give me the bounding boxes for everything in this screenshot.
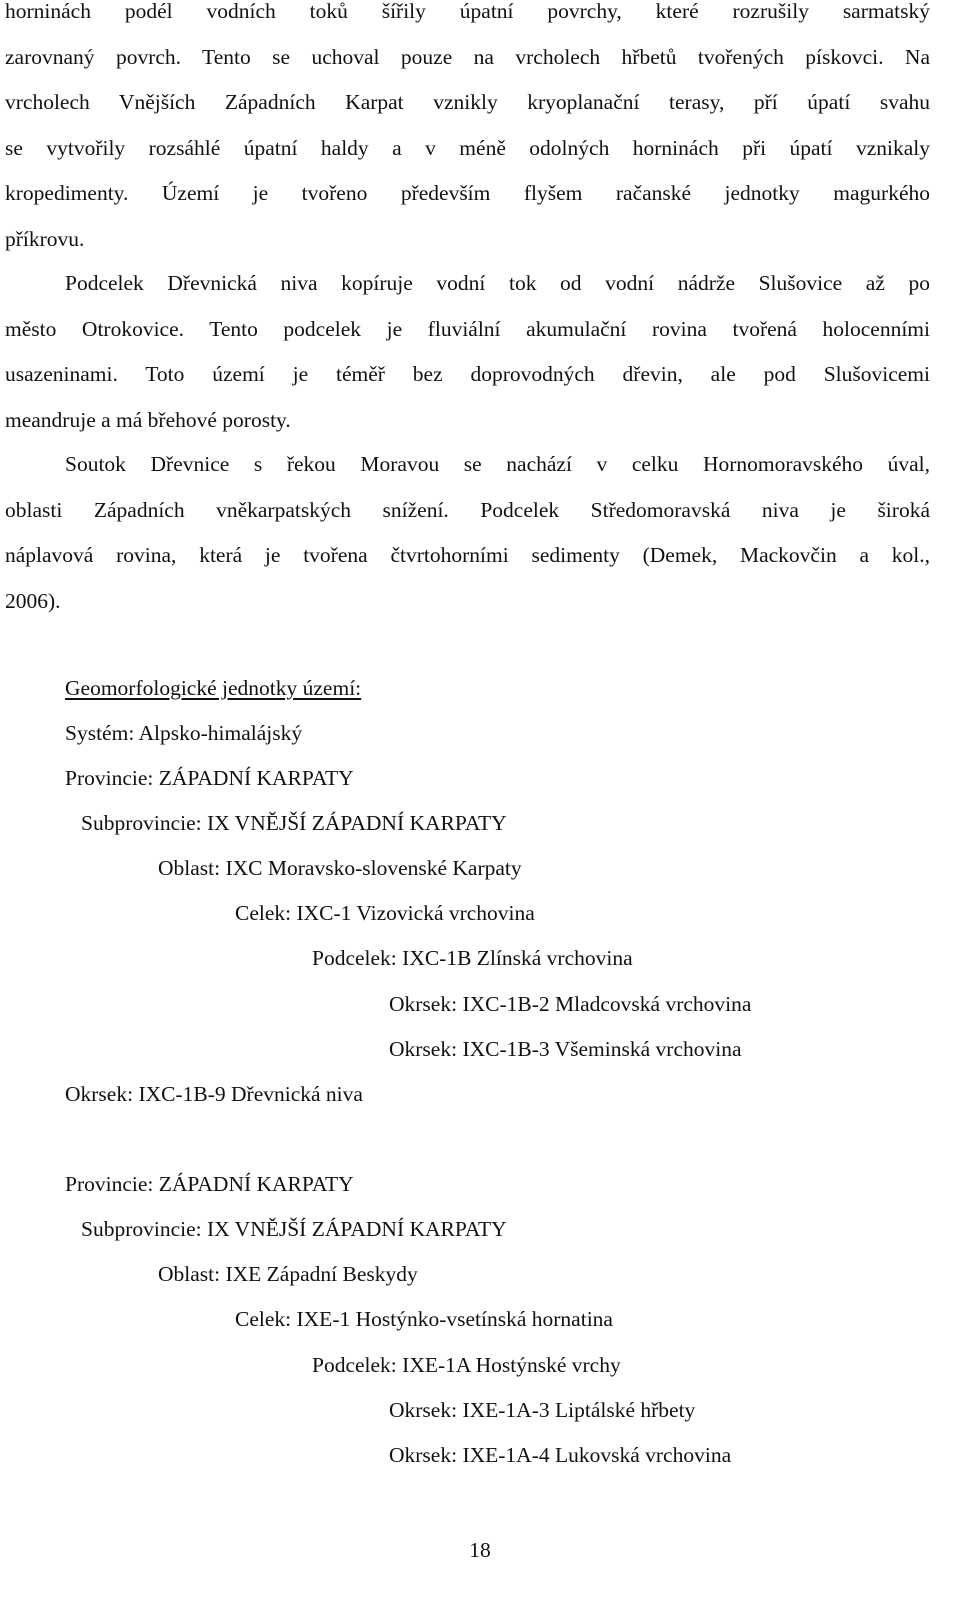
hierarchy-subunit: Podcelek: IXC-1B Zlínská vrchovina (312, 946, 633, 970)
text-line: příkrovu. (5, 226, 85, 251)
text-line: se vytvořily rozsáhlé úpatní haldy a v méně odolných horninách při úpatí vznikaly (5, 135, 930, 160)
paragraph-1 (5, 0, 930, 262)
text-line: 2006). (5, 588, 61, 613)
hierarchy-subprovince: Subprovincie: IX VNĚJŠÍ ZÁPADNÍ KARPATY (81, 811, 507, 835)
hierarchy-district: Okrsek: IXE-1A-4 Lukovská vrchovina (389, 1443, 732, 1467)
hierarchy-district: Okrsek: IXE-1A-3 Liptálské hřbety (389, 1398, 696, 1422)
text-line: vrcholech Vnějších Západních Karpat vznikly kryoplanační terasy, pří úpatí svahu (5, 90, 930, 114)
section-heading: Geomorfologické jednotky území: (65, 676, 362, 700)
hierarchy-unit: Celek: IXC-1 Vizovická vrchovina (235, 901, 535, 925)
text-line: město Otrokovice. Tento podcelek je fluviální akumulační rovina tvořená holocenními (5, 316, 930, 341)
hierarchy-system: Systém: Alpsko-himalájský (65, 721, 303, 745)
hierarchy-subunit: Podcelek: IXE-1A Hostýnské vrchy (312, 1353, 621, 1377)
hierarchy-district: Okrsek: IXC-1B-2 Mladcovská vrchovina (389, 992, 752, 1016)
text-line: zarovnaný povrch. Tento se uchoval pouze na vrcholech hřbetů tvořených pískovci. Na (5, 44, 930, 69)
hierarchy-area: Oblast: IXC Moravsko-slovenské Karpaty (158, 856, 522, 880)
hierarchy-district: Okrsek: IXC-1B-3 Všeminská vrchovina (389, 1037, 742, 1061)
text-line: náplavová rovina, která je tvořena čtvrtohorními sedimenty (Demek, Mackovčin a kol., (5, 543, 930, 567)
hierarchy-area: Oblast: IXE Západní Beskydy (158, 1262, 418, 1286)
text-line: usazeninami. Toto území je téměř bez doprovodných dřevin, ale pod Slušovicemi (5, 362, 930, 386)
text-line: Soutok Dřevnice s řekou Moravou se nachází v celku Hornomoravského úval, (65, 452, 930, 476)
paragraph-2 (5, 261, 930, 443)
text-line: meandruje a má břehové porosty. (5, 407, 291, 432)
page-number: 18 (469, 1538, 491, 1562)
text-line: horninách podél vodních toků šířily úpatní povrchy, které rozrušily sarmatský (5, 0, 930, 23)
hierarchy-unit: Celek: IXE-1 Hostýnko-vsetínská hornatina (235, 1307, 613, 1331)
hierarchy-district: Okrsek: IXC-1B-9 Dřevnická niva (65, 1082, 363, 1106)
hierarchy-subprovince: Subprovincie: IX VNĚJŠÍ ZÁPADNÍ KARPATY (81, 1217, 507, 1241)
hierarchy-province: Provincie: ZÁPADNÍ KARPATY (65, 766, 354, 790)
text-line: oblasti Západních vněkarpatských snížení. Podcelek Středomoravská niva je široká (5, 497, 930, 522)
paragraph-3 (5, 442, 930, 624)
hierarchy-province: Provincie: ZÁPADNÍ KARPATY (65, 1172, 354, 1196)
text-line: Podcelek Dřevnická niva kopíruje vodní tok od vodní nádrže Slušovice až po (65, 271, 930, 295)
text-line: kropedimenty. Území je tvořeno především flyšem račanské jednotky magurkého (5, 181, 930, 205)
